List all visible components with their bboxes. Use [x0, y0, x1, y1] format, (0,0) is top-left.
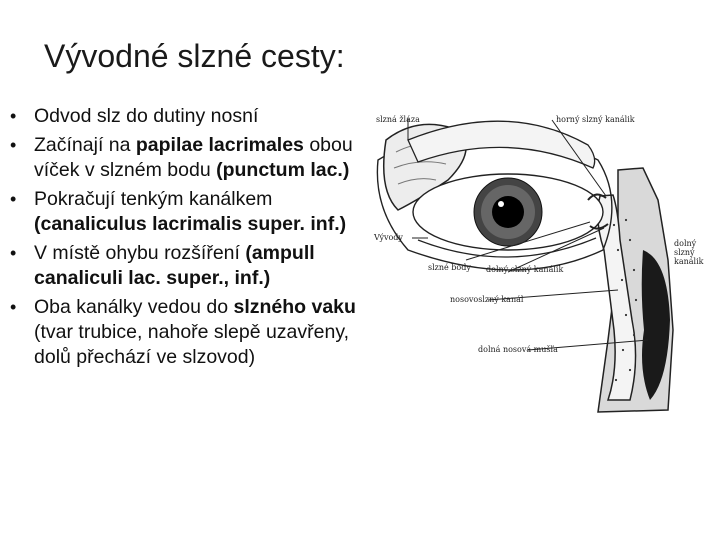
- bullet-item: [8, 104, 388, 129]
- label-concha: dolná nosová mušľa: [478, 345, 558, 354]
- label-lower-canal-mid: dolný slzný kanálik: [486, 265, 564, 274]
- label-upper-canal: horný slzný kanálik: [556, 115, 635, 124]
- bullet-text: Odvod slz do dutiny nosní: [34, 105, 259, 127]
- bullet-text: Pokračují tenkým kanálkem: [34, 188, 273, 210]
- label-punctum: slzné body: [428, 263, 471, 272]
- bullet-bold-text: slzného vaku: [233, 296, 356, 318]
- bullet-item: [8, 133, 388, 183]
- bullet-bold-text: (punctum lac.): [216, 159, 350, 181]
- label-nasolacrimal: nosovoslzný kanál: [450, 295, 524, 304]
- label-gland: slzná žláza: [376, 115, 420, 124]
- bullet-item: [8, 241, 388, 291]
- bullet-list: [8, 104, 388, 374]
- label-lower-canal: dolný slzný kanálik: [674, 239, 704, 266]
- bullet-item: [8, 187, 388, 237]
- bullet-text: Oba kanálky vedou do: [34, 296, 234, 318]
- bullet-text: V místě ohybu rozšíření: [34, 242, 246, 264]
- bullet-item: [8, 295, 388, 370]
- pupil: [492, 196, 524, 228]
- bullet-bold-text: (ampull canaliculi lac. super., inf.): [34, 242, 315, 289]
- bullet-text: (tvar trubice, nahoře slepě uzavřeny, dolů přechází ve slzovod): [34, 321, 350, 368]
- bullet-text: Začínají na: [34, 134, 136, 156]
- lacrimal-system-diagram: [368, 100, 708, 420]
- bullet-bold-text: (canaliculus lacrimalis super. inf.): [34, 213, 347, 235]
- label-ducts: Vývody: [374, 233, 403, 242]
- bullet-bold-text: papilae lacrimales: [135, 134, 304, 156]
- slide-title: Vývodné slzné cesty:: [44, 38, 345, 74]
- bullet-text: obou víček v slzném bodu: [34, 134, 353, 181]
